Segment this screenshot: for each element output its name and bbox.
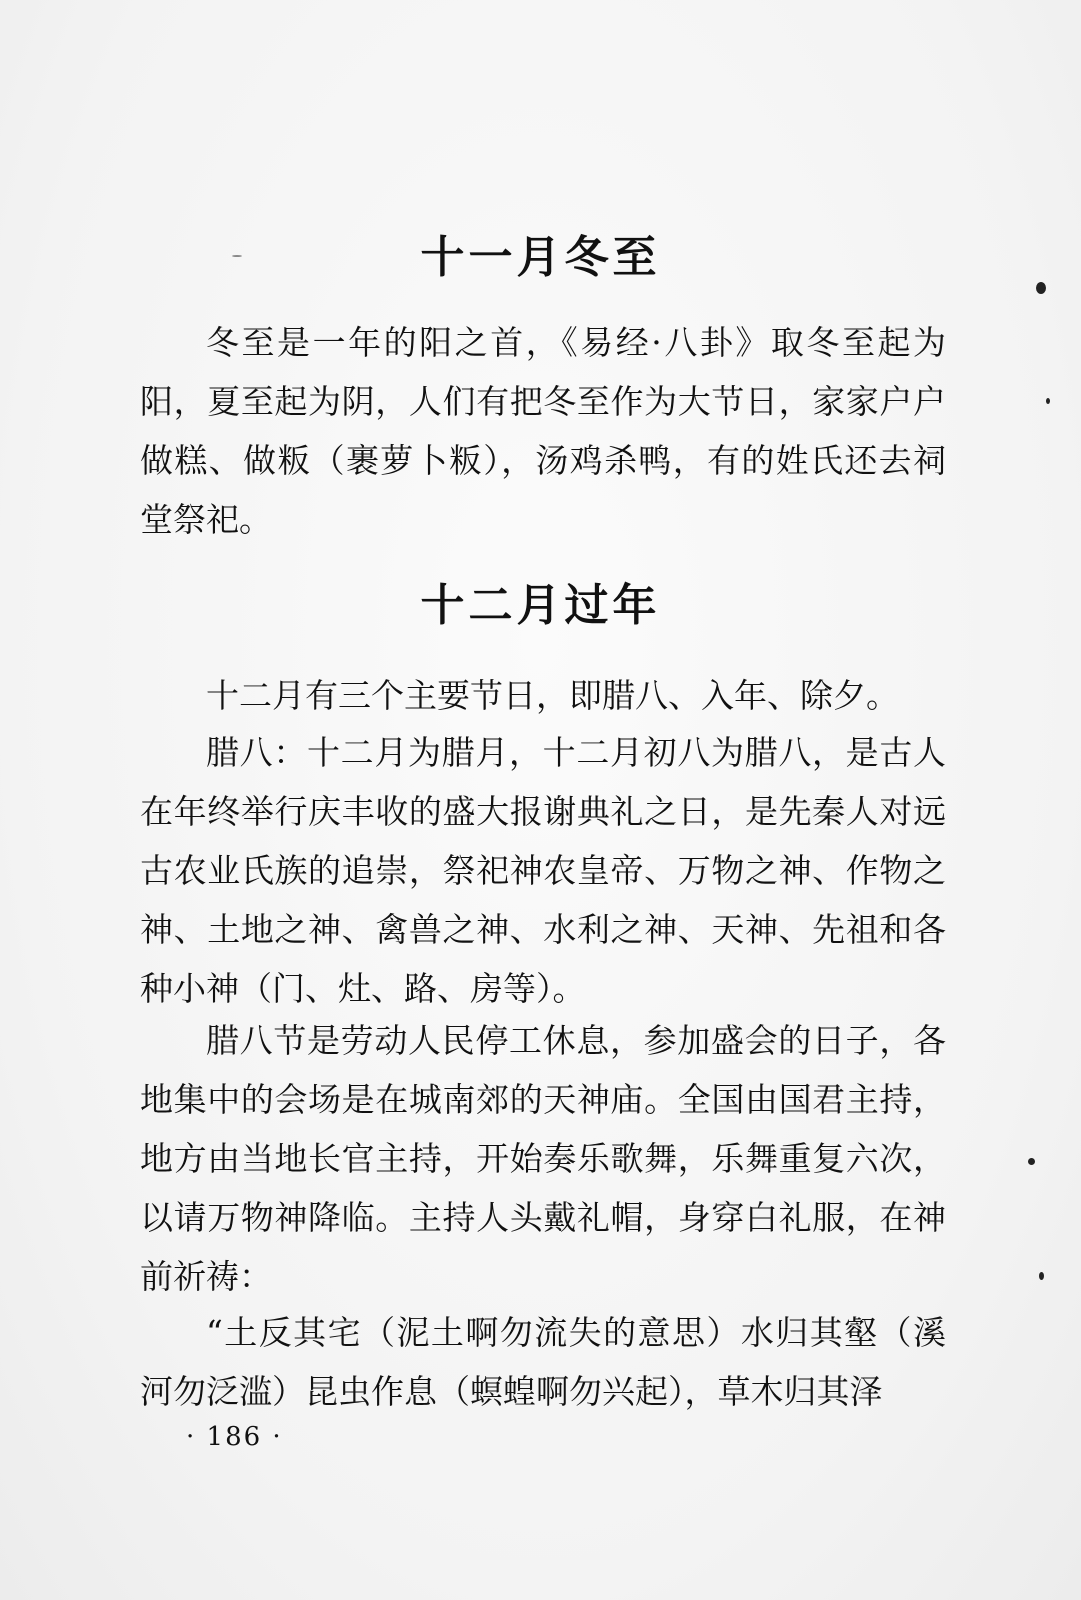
paragraph-laba-festival: 腊八节是劳动人民停工休息，参加盛会的日子，各地集中的会场是在城南郊的天神庙。全国由国君主持，地方由当地长官主持，开始奏乐歌舞，乐舞重复六次，以请万物神降临。主持人头戴礼帽，身穿白礼服，在神前祈祷： <box>140 1021 946 1296</box>
scan-speck <box>1036 282 1046 294</box>
section-heading-winter-solstice: 十一月冬至 <box>420 232 661 283</box>
scan-speck <box>1046 398 1050 404</box>
scan-speck <box>1039 1272 1044 1280</box>
paragraph-winter-solstice: 冬至是一年的阳之首，《易经·八卦》取冬至起为阳，夏至起为阴，人们有把冬至作为大节日，家家户户做糕、做粄（裹萝卜粄），汤鸡杀鸭，有的姓氏还去祠堂祭祀。 <box>140 323 946 539</box>
scan-speck <box>1028 1158 1035 1165</box>
section-heading-new-year: 十二月过年 <box>420 580 661 631</box>
paragraph-laba-definition: 腊八：十二月为腊月，十二月初八为腊八，是古人在年终举行庆丰收的盛大报谢典礼之日，是先秦人对远古农业氏族的追崇，祭祀神农皇帝、万物之神、作物之神、土地之神、禽兽之神、水利之神、天神、先祖和各种小神（门、灶、路、房等）。 <box>140 733 946 1008</box>
paragraph-prayer-quote: “土反其宅（泥土啊勿流失的意思）水归其壑（溪河勿泛滥）昆虫作息（螟蝗啊勿兴起），草木归其泽 <box>140 1313 946 1411</box>
paragraph-three-festivals: 十二月有三个主要节日，即腊八、入年、除夕。 <box>206 676 899 715</box>
scan-speck <box>232 255 242 257</box>
page-number: · 186 · <box>186 1422 283 1452</box>
